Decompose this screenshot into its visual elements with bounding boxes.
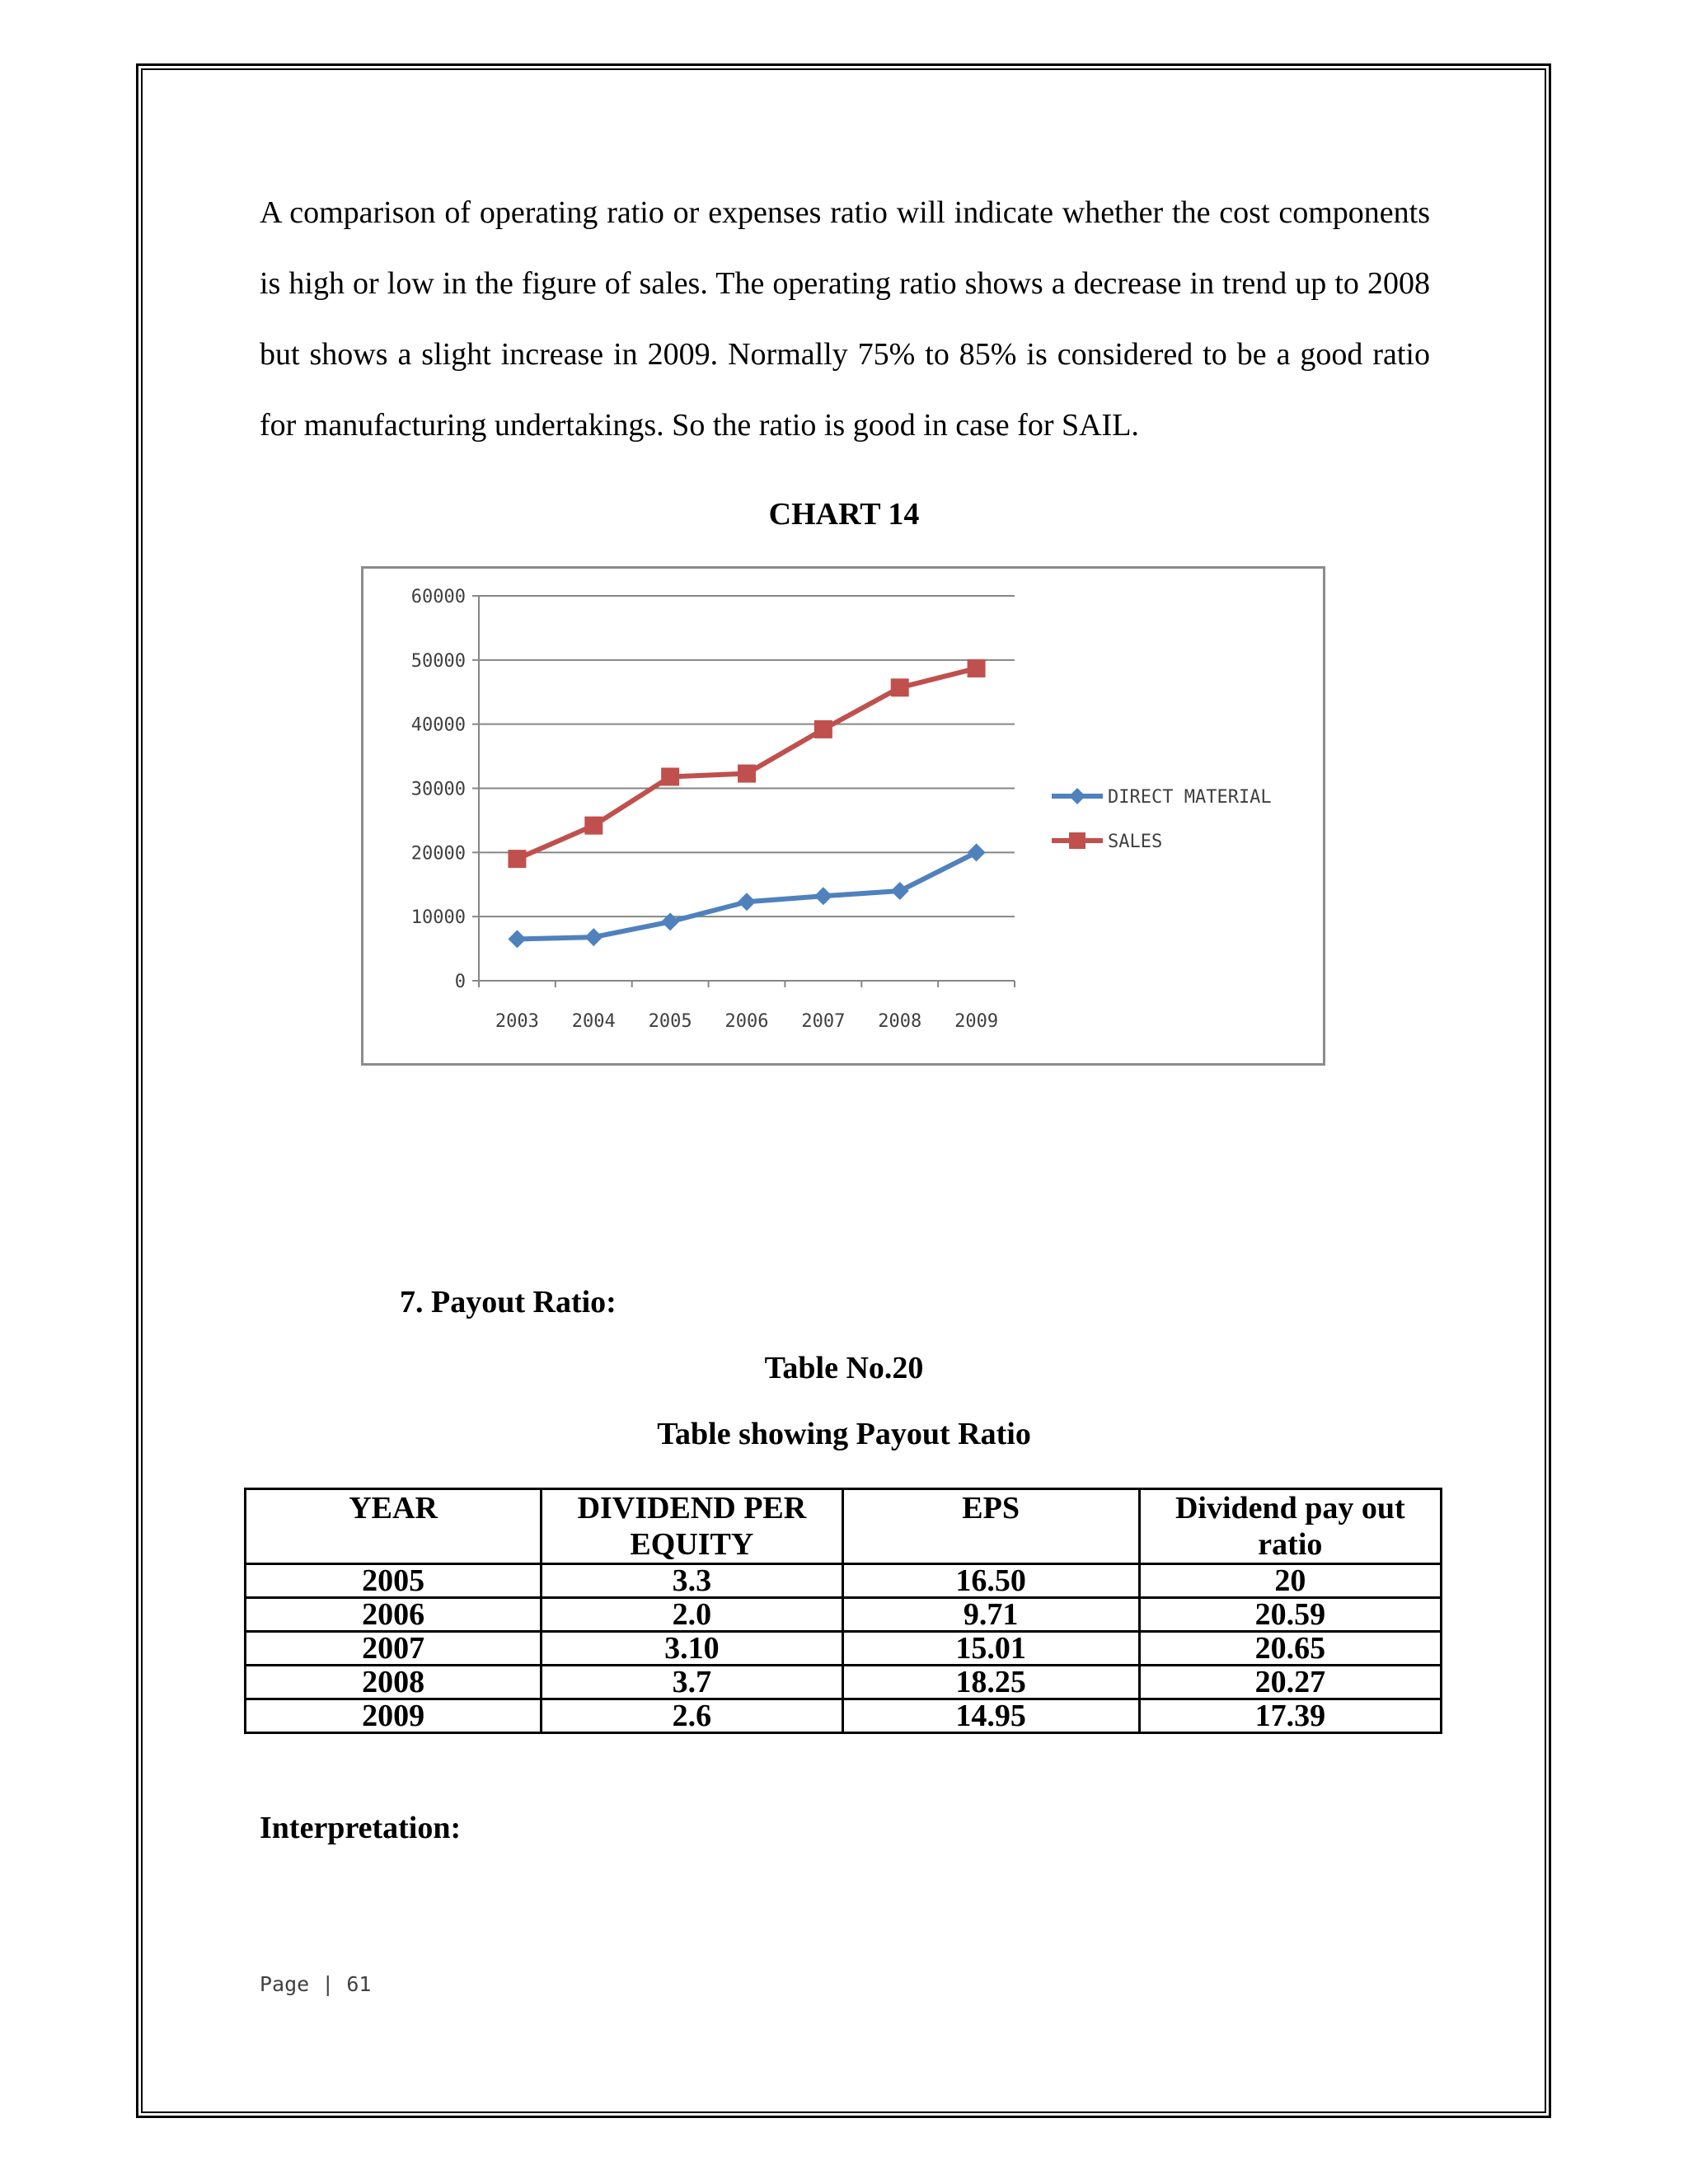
data-point-diamond (891, 882, 909, 900)
chart-title: CHART 14 (768, 497, 920, 532)
table-caption: Table showing Payout Ratio (657, 1417, 1031, 1451)
cell-dividend: 3.10 (542, 1632, 842, 1666)
legend-marker (1069, 788, 1085, 804)
cell-year: 2007 (246, 1632, 542, 1666)
paragraph-line: for manufacturing undertakings. So the ratio is good in case for SAIL. (260, 408, 1139, 443)
table-number: Table No.20 (764, 1351, 924, 1385)
y-tick-label: 20000 (410, 843, 466, 865)
data-point-diamond (508, 930, 526, 948)
data-point-square (814, 720, 832, 738)
y-tick-label: 0 (454, 972, 466, 992)
cell-eps: 9.71 (842, 1598, 1139, 1632)
paragraph-line: A comparison of operating ratio or expenses ratio will indicate whether the cost components (260, 195, 1430, 230)
table-row (246, 1666, 1442, 1699)
body-paragraph (260, 177, 1430, 461)
cell-eps: 15.01 (842, 1632, 1139, 1666)
cell-ratio: 20.59 (1139, 1598, 1441, 1632)
header-eps: EPS (842, 1489, 1139, 1564)
table-row (246, 1598, 1442, 1632)
cell-year: 2005 (246, 1564, 542, 1598)
table-row (246, 1564, 1442, 1598)
cell-dividend: 3.7 (542, 1666, 842, 1699)
cell-ratio: 20 (1139, 1564, 1441, 1598)
header-payout-ratio: Dividend pay out ratio (1139, 1489, 1441, 1564)
cell-dividend: 2.6 (542, 1699, 842, 1733)
x-tick-label: 2006 (724, 1011, 769, 1032)
data-point-square (661, 767, 679, 785)
cell-year: 2006 (246, 1598, 542, 1632)
data-point-diamond (661, 912, 679, 930)
legend-label: DIRECT MATERIAL (1108, 787, 1272, 808)
y-tick-label: 30000 (410, 779, 466, 800)
chart-container (361, 566, 1325, 1066)
data-point-square (508, 850, 526, 868)
line-chart (363, 569, 1323, 1063)
cell-year: 2009 (246, 1699, 542, 1733)
cell-eps: 14.95 (842, 1699, 1139, 1733)
x-tick-label: 2007 (801, 1011, 846, 1032)
cell-eps: 16.50 (842, 1564, 1139, 1598)
x-tick-label: 2008 (878, 1011, 922, 1032)
data-point-square (584, 817, 603, 835)
y-tick-label: 10000 (410, 907, 466, 929)
table-header-row (246, 1489, 1442, 1564)
data-point-square (968, 659, 986, 677)
cell-dividend: 2.0 (542, 1598, 842, 1632)
cell-ratio: 17.39 (1139, 1699, 1441, 1733)
cell-dividend: 3.3 (542, 1564, 842, 1598)
y-tick-label: 50000 (410, 650, 466, 672)
legend-marker (1069, 832, 1085, 849)
paragraph-line: but shows a slight increase in 2009. Normally 75% to 85% is considered to be a good ratio (260, 337, 1430, 372)
y-tick-label: 60000 (410, 587, 466, 607)
table-row (246, 1632, 1442, 1666)
header-year: YEAR (246, 1489, 542, 1564)
cell-year: 2008 (246, 1666, 542, 1699)
data-point-square (891, 678, 909, 696)
data-point-diamond (968, 843, 986, 861)
interpretation-heading: Interpretation: (260, 1811, 462, 1845)
cell-ratio: 20.65 (1139, 1632, 1441, 1666)
y-tick-label: 40000 (410, 715, 466, 736)
x-tick-label: 2003 (495, 1011, 539, 1032)
page-number: Page | 61 (260, 1972, 372, 1996)
section-heading: 7. Payout Ratio: (400, 1285, 617, 1319)
cell-eps: 18.25 (842, 1666, 1139, 1699)
data-point-diamond (584, 928, 603, 946)
header-dividend-per-equity: DIVIDEND PER EQUITY (542, 1489, 842, 1564)
x-tick-label: 2005 (648, 1011, 692, 1032)
payout-table (244, 1488, 1442, 1734)
cell-ratio: 20.27 (1139, 1666, 1441, 1699)
data-point-diamond (814, 887, 832, 905)
data-point-square (738, 765, 756, 783)
table-row (246, 1699, 1442, 1733)
paragraph-line: is high or low in the figure of sales. The operating ratio shows a decrease in trend up to 2008 (260, 266, 1430, 301)
data-point-diamond (738, 893, 756, 911)
x-tick-label: 2009 (954, 1011, 999, 1032)
legend-label: SALES (1108, 832, 1163, 852)
x-tick-label: 2004 (571, 1011, 616, 1032)
